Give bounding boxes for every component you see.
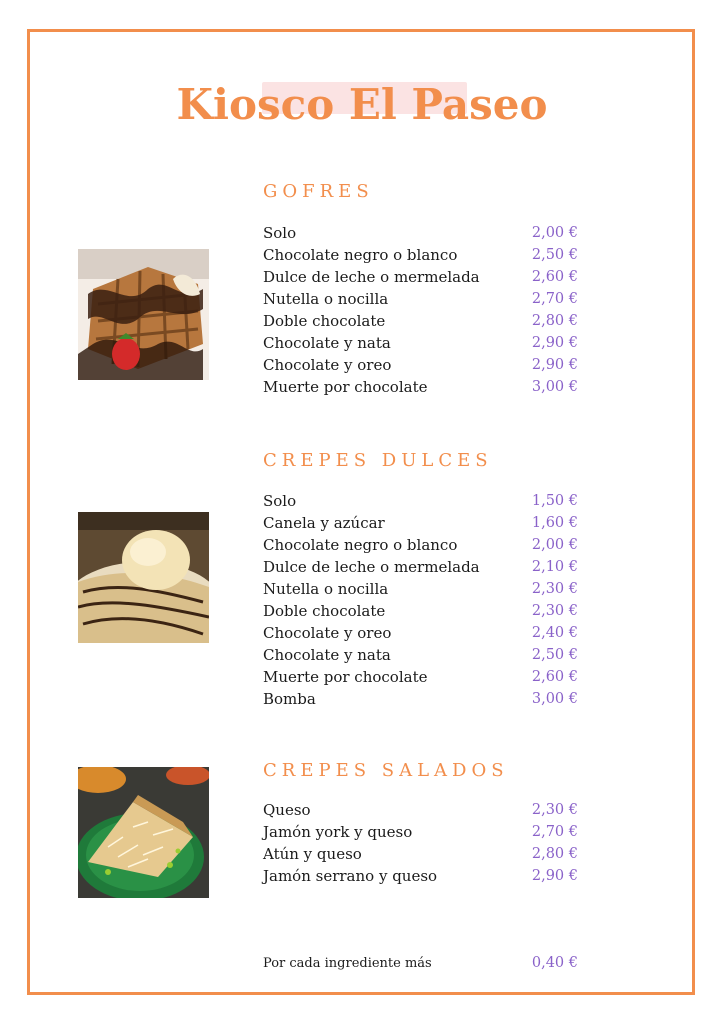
menu-item: [263, 332, 578, 354]
item-name: Chocolate negro o blanco: [263, 246, 458, 264]
item-price: 1,60 €: [531, 515, 578, 531]
item-name: Jamón serrano y queso: [263, 867, 438, 885]
item-name: Solo: [263, 492, 297, 510]
item-price: 2,50 €: [531, 247, 578, 263]
savory-crepe-photo: [78, 767, 209, 898]
menu-item: [263, 578, 578, 600]
item-name: Bomba: [263, 690, 316, 708]
menu-item: [263, 534, 578, 556]
section-title-crepes-salados: CREPES SALADOS: [263, 760, 509, 781]
menu-item: [263, 622, 578, 644]
item-name: Chocolate y nata: [263, 646, 391, 664]
item-price: 2,90 €: [531, 868, 578, 884]
item-name: Muerte por chocolate: [263, 668, 428, 686]
item-price: 2,80 €: [531, 313, 578, 329]
item-name: Chocolate y nata: [263, 334, 391, 352]
menu-item: [263, 556, 578, 578]
section-title-crepes-dulces: CREPES DULCES: [263, 450, 493, 471]
menu-item: [263, 865, 578, 887]
item-name: Chocolate negro o blanco: [263, 536, 458, 554]
menu-item: [263, 644, 578, 666]
extra-ingredient-price: 0,40 €: [531, 955, 578, 971]
item-price: 2,80 €: [531, 846, 578, 862]
page-title: Kiosco El Paseo: [176, 80, 548, 129]
item-price: 2,60 €: [531, 669, 578, 685]
item-price: 2,30 €: [531, 603, 578, 619]
item-name: Queso: [263, 801, 311, 819]
menu-item: [263, 799, 578, 821]
item-price: 2,90 €: [531, 335, 578, 351]
item-price: 2,90 €: [531, 357, 578, 373]
menu-item: [263, 490, 578, 512]
menu-item: [263, 512, 578, 534]
sweet-crepe-photo: [78, 512, 209, 643]
menu-item: [263, 821, 578, 843]
item-name: Nutella o nocilla: [263, 290, 389, 308]
item-name: Canela y azúcar: [263, 514, 385, 532]
menu-item: [263, 843, 578, 865]
menu-item: [263, 354, 578, 376]
item-price: 2,70 €: [531, 824, 578, 840]
menu-item: [263, 688, 578, 710]
menu-item: [263, 222, 578, 244]
item-name: Chocolate y oreo: [263, 624, 392, 642]
waffle-photo: [78, 249, 209, 380]
item-name: Solo: [263, 224, 297, 242]
menu-item: [263, 288, 578, 310]
item-name: Jamón york y queso: [263, 823, 413, 841]
item-name: Atún y queso: [263, 845, 362, 863]
extra-ingredient-row: [263, 952, 578, 974]
item-name: Chocolate y oreo: [263, 356, 392, 374]
item-name: Nutella o nocilla: [263, 580, 389, 598]
menu-item: [263, 310, 578, 332]
item-price: 3,00 €: [531, 691, 578, 707]
item-price: 2,00 €: [531, 537, 578, 553]
extra-ingredient-label: Por cada ingrediente más: [263, 955, 432, 971]
menu-item: [263, 244, 578, 266]
menu-item: [263, 666, 578, 688]
item-name: Doble chocolate: [263, 312, 386, 330]
menu-item: [263, 600, 578, 622]
menu-item: [263, 266, 578, 288]
item-price: 1,50 €: [531, 493, 578, 509]
item-price: 2,60 €: [531, 269, 578, 285]
item-name: Dulce de leche o mermelada: [263, 558, 480, 576]
title-block: [0, 70, 724, 140]
section-title-gofres: GOFRES: [263, 181, 374, 202]
item-price: 2,70 €: [531, 291, 578, 307]
item-price: 2,30 €: [531, 581, 578, 597]
item-price: 2,50 €: [531, 647, 578, 663]
item-price: 3,00 €: [531, 379, 578, 395]
item-price: 2,00 €: [531, 225, 578, 241]
menu-item: [263, 376, 578, 398]
item-price: 2,30 €: [531, 802, 578, 818]
item-name: Muerte por chocolate: [263, 378, 428, 396]
item-price: 2,40 €: [531, 625, 578, 641]
item-price: 2,10 €: [531, 559, 578, 575]
item-name: Doble chocolate: [263, 602, 386, 620]
item-name: Dulce de leche o mermelada: [263, 268, 480, 286]
